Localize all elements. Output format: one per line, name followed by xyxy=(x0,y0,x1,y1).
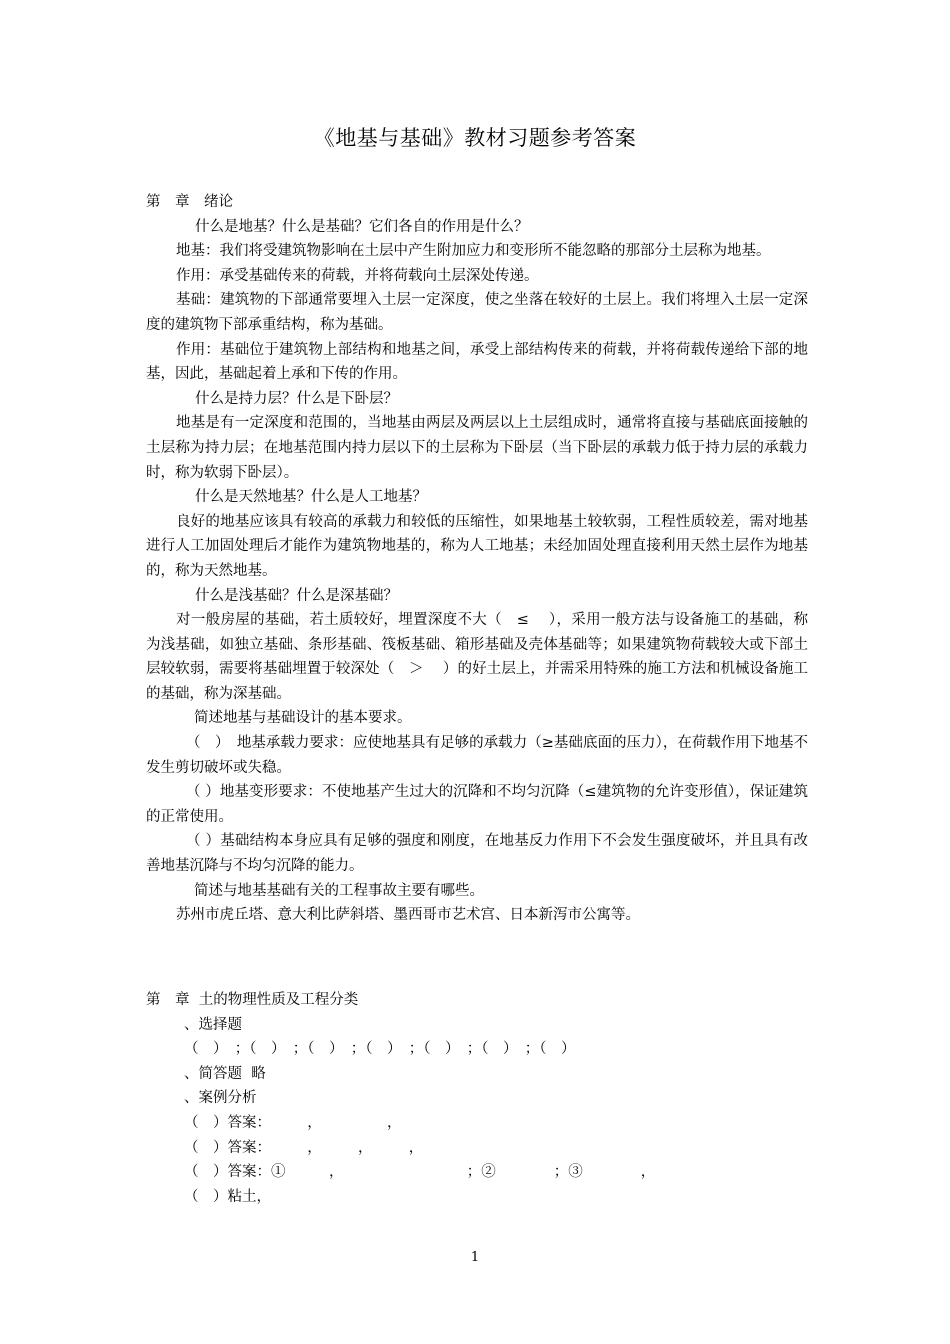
paragraph: （ ）基础结构本身应具有足够的强度和刚度，在地基反力作用下不会发生强度破坏，并且具有改善地基沉降与不均匀沉降的能力。 xyxy=(146,833,808,875)
paragraph: 什么是持力层？什么是下卧层？ xyxy=(195,390,398,407)
paragraph: 作用：基础位于建筑物上部结构和地基之间，承受上部结构传来的荷载，并将荷载传递给下部的地基，因此，基础起着上承和下传的作用。 xyxy=(146,341,808,383)
paragraph: （ ）答案： ， ， xyxy=(184,1114,402,1131)
paragraph: 苏州市虎丘塔、意大利比萨斜塔、墨西哥市艺术宫、日本新泻市公寓等。 xyxy=(176,907,640,924)
paragraph: （ ）答案：① ， ；② ；③ ， xyxy=(184,1164,656,1181)
paragraph: （ ） ；（ ） ；（ ） ；（ ） ；（ ） ；（ ） ；（ ） xyxy=(184,1041,576,1058)
chapter-2-section xyxy=(146,988,808,1209)
paragraph: 基础：建筑物的下部通常要埋入土层一定深度，使之坐落在较好的土层上。我们将埋入土层一定深度的建筑物下部承重结构，称为基础。 xyxy=(146,292,808,333)
paragraph: 、简答题 略 xyxy=(184,1065,266,1082)
chapter-2-body xyxy=(146,1013,808,1210)
paragraph: 简述地基与基础设计的基本要求。 xyxy=(194,710,412,727)
chapter-2-heading: 第 章 土的物理性质及工程分类 xyxy=(146,992,359,1008)
paragraph: 地基是有一定深度和范围的，当地基由两层及两层以上土层组成时，通常将直接与基础底面接触的土层称为持力层；在地基范围内持力层以下的土层称为下卧层（当下卧层的承载力低于持力层的承载力时，称为软弱下卧层）。 xyxy=(146,415,808,481)
paragraph: 、选择题 xyxy=(184,1016,242,1033)
paragraph: 什么是地基？什么是基础？它们各自的作用是什么？ xyxy=(195,218,529,235)
paragraph: 作用：承受基础传来的荷载，并将荷载向土层深处传递。 xyxy=(176,267,539,284)
paragraph: 简述与地基基础有关的工程事故主要有哪些。 xyxy=(194,882,484,899)
paragraph: 什么是浅基础？什么是深基础？ xyxy=(195,587,398,604)
paragraph: 对一般房屋的基础，若土质较好，埋置深度不大（ ≤ ），采用一般方法与设备施工的基础，称为浅基础，如独立基础、条形基础、筏板基础、箱形基础及壳体基础等；如果建筑物荷载较大或下部土层较软弱，需要将基础埋置于较深处（ ＞ ）的好土层上，并需采用特殊的施工方法和机械设备施工的基础，称为深基础。 xyxy=(146,612,808,702)
page-number: 1 xyxy=(470,1250,480,1265)
chapter-1-section xyxy=(146,190,808,928)
paragraph: （ ）粘土， xyxy=(184,1188,271,1205)
paragraph: 良好的地基应该具有较高的承载力和较低的压缩性，如果地基土较软弱，工程性质较差，需对地基进行人工加固处理后才能作为建筑物地基的，称为人工地基；未经加固处理直接利用天然土层作为地基的，称为天然地基。 xyxy=(146,513,808,579)
chapter-1-body xyxy=(146,215,808,928)
paragraph: 地基：我们将受建筑物影响在土层中产生附加应力和变形所不能忽略的那部分土层称为地基。 xyxy=(176,243,771,260)
paragraph: 、案例分析 xyxy=(184,1090,257,1107)
chapter-1-heading: 第 章 绪论 xyxy=(146,194,233,210)
paragraph: （ ）地基变形要求：不使地基产生过大的沉降和不均匀沉降（≤建筑物的允许变形值），保证建筑的正常使用。 xyxy=(146,784,808,825)
paragraph: （ ） 地基承载力要求：应使地基具有足够的承载力（≥基础底面的压力），在荷载作用下地基不发生剪切破坏或失稳。 xyxy=(146,735,808,776)
paragraph: （ ）答案： ， ， ， xyxy=(184,1139,424,1156)
paragraph: 什么是天然地基？什么是人工地基？ xyxy=(195,489,427,506)
document-title: 《地基与基础》教材习题参考答案 xyxy=(313,126,637,150)
